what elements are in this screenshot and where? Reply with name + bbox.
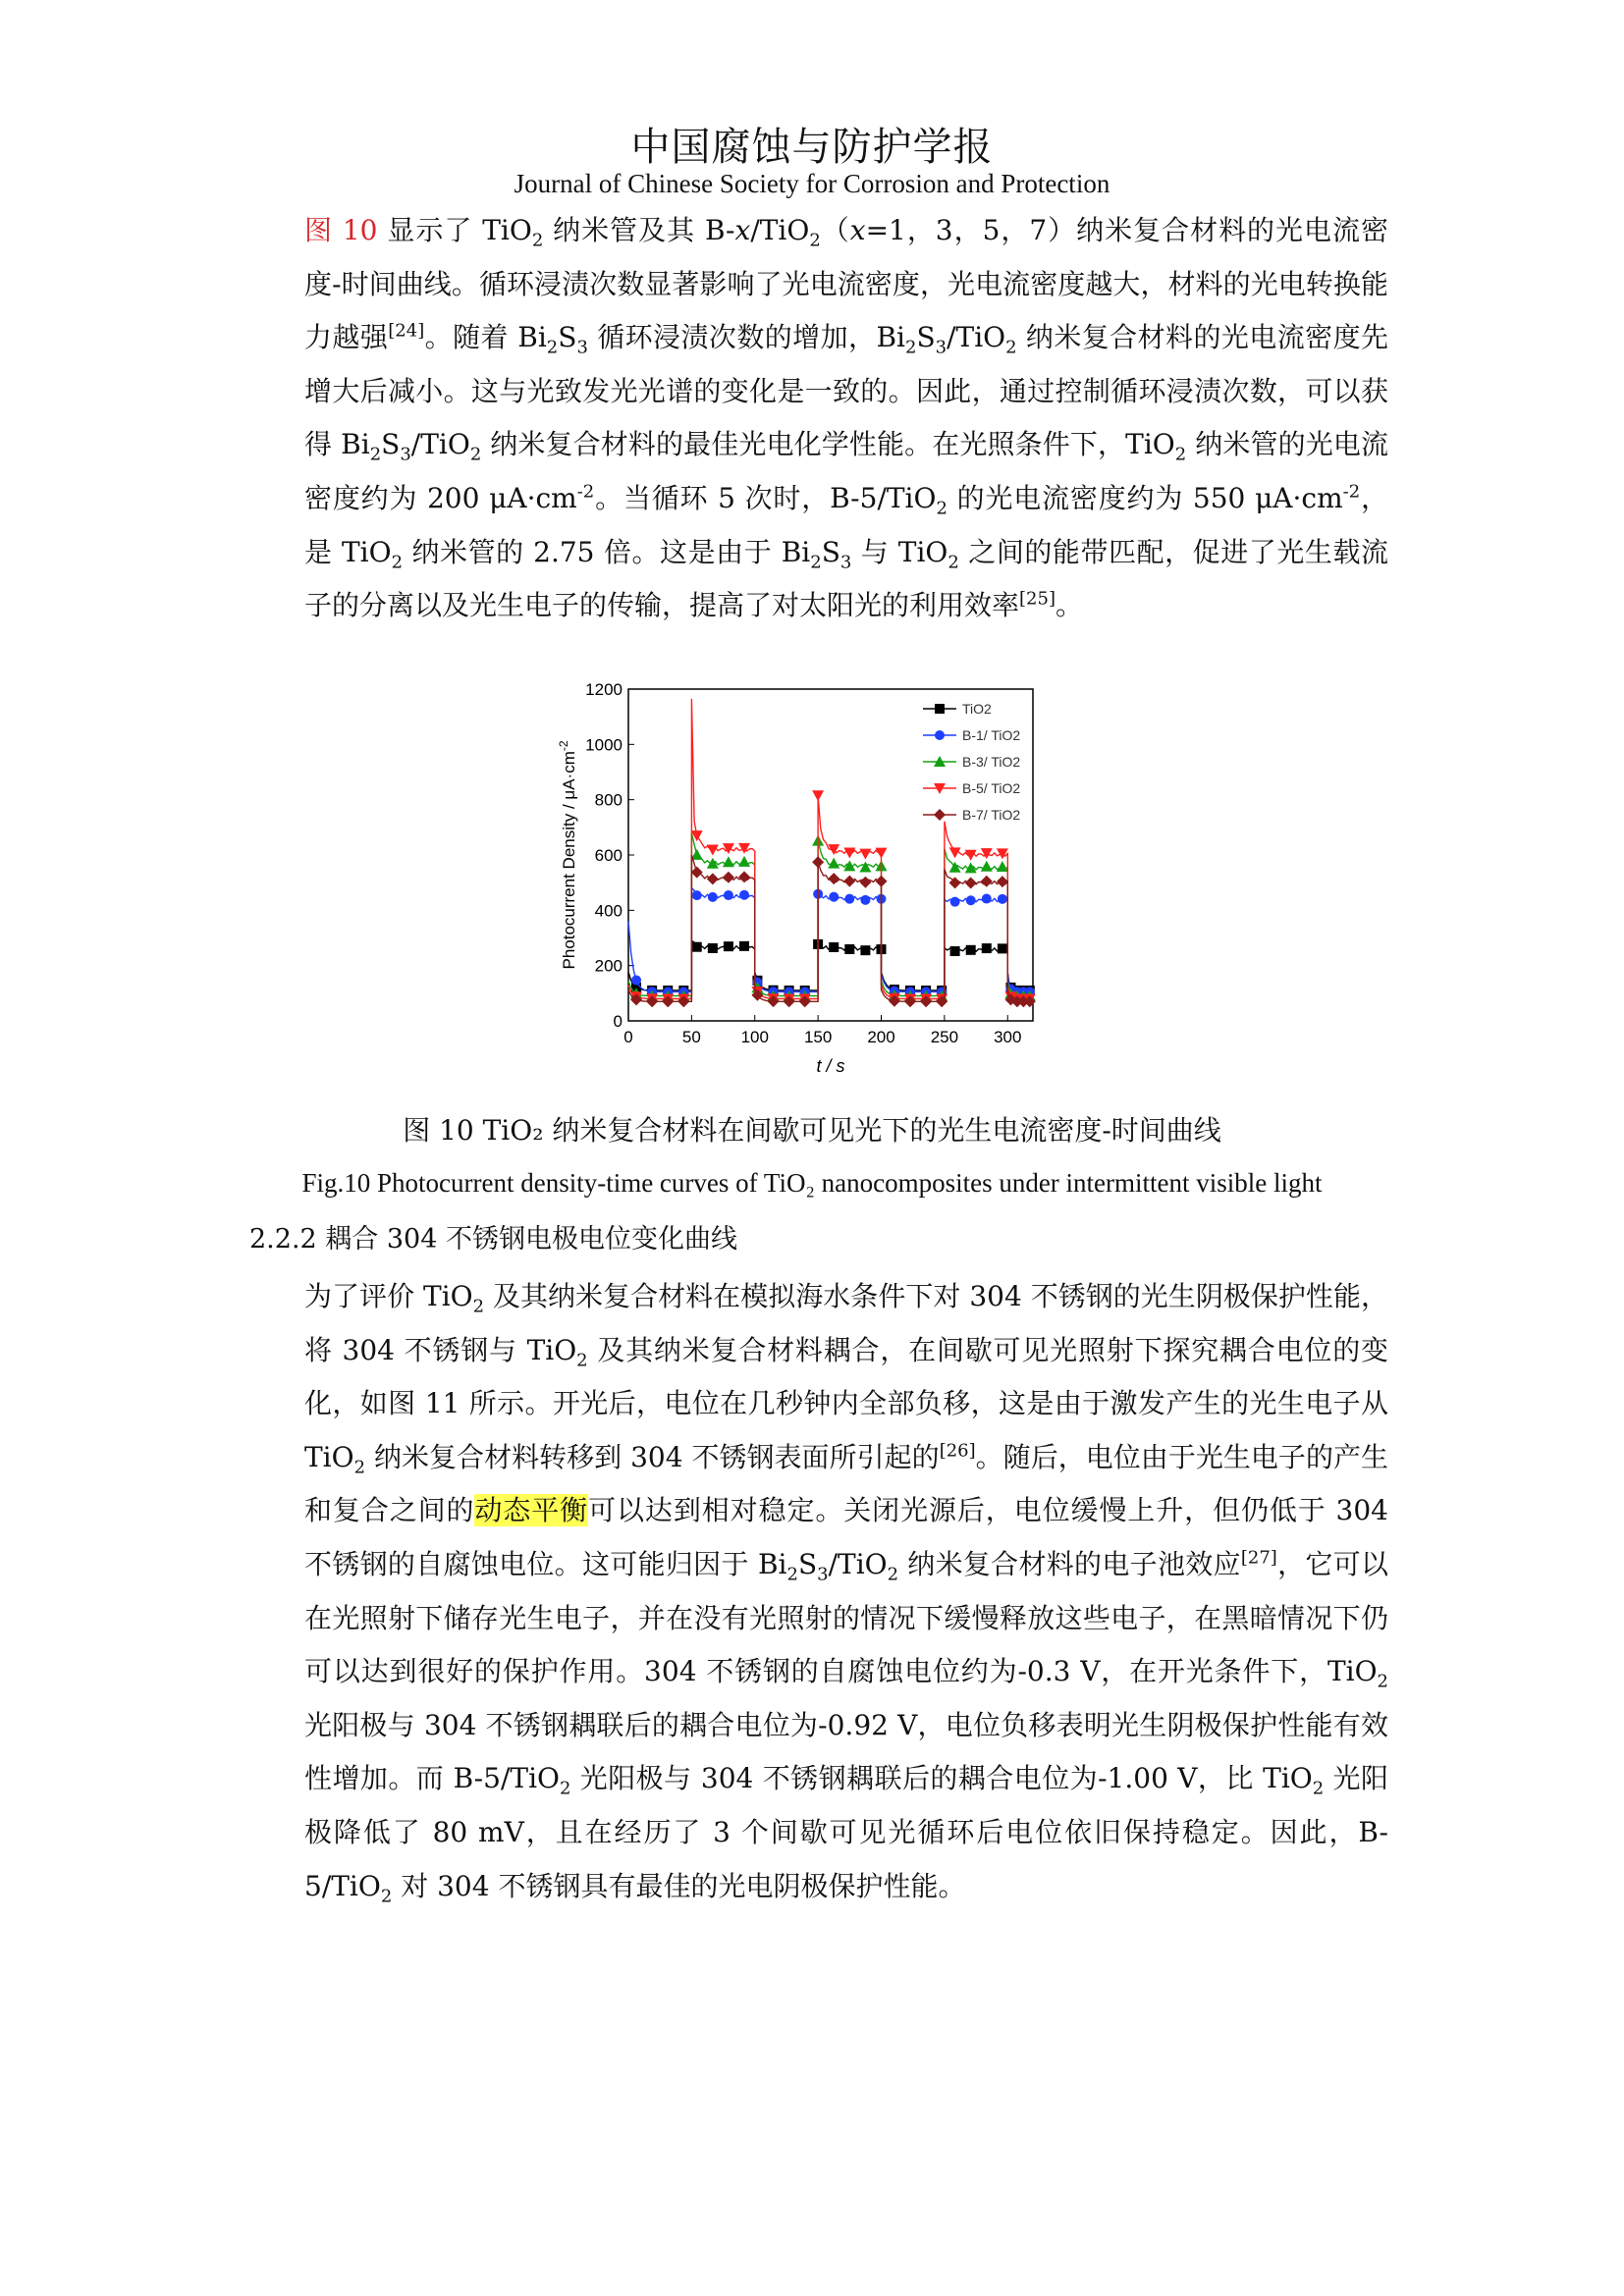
data-point [812, 856, 824, 868]
data-point [998, 943, 1007, 953]
data-point [859, 849, 871, 860]
data-point [981, 876, 993, 887]
data-point [723, 856, 734, 867]
data-point [843, 876, 855, 887]
data-point [829, 942, 839, 952]
y-tick-label: 1200 [585, 680, 623, 699]
data-point [981, 861, 993, 872]
data-point [784, 995, 795, 1007]
data-point [646, 995, 658, 1007]
data-point [860, 895, 870, 905]
figure-reference[interactable]: 图 10 [304, 214, 378, 246]
data-point [998, 894, 1007, 904]
data-point [723, 872, 734, 883]
data-point [844, 944, 854, 954]
data-point [768, 995, 780, 1007]
data-point [981, 848, 993, 859]
data-point [950, 946, 960, 956]
data-point [966, 895, 976, 905]
data-point [738, 856, 750, 867]
x-axis-label: t / s [816, 1056, 845, 1076]
y-tick-label: 400 [594, 901, 623, 921]
journal-title-cn: 中国腐蚀与防护学报 [630, 125, 994, 170]
data-point [739, 941, 749, 951]
data-point [692, 890, 702, 900]
data-point [631, 976, 641, 986]
data-point [982, 894, 992, 904]
legend-label: B-5/ TiO2 [962, 780, 1021, 796]
paragraph-fig10-discussion: 图 10 显示了 TiO$_2$ 纳米管及其 B-x/TiO$_2$（x=1，3，5，7）纳米复合材料的光电流密度-时间曲线。循环浸渍次数显著影响了光电流密度，光电流密度越大，材料的光电转换能力越强[24]。随着 $Bi_2S_3$ 循环浸渍次数的增加，$Bi_2S_3/TiO_2$ 纳米复合材料的光电流密度先增大后减小。这与光致发光光谱的变化是一致的。因此，通过控制循环浸渍次数，可以获得 $Bi_2S_3/TiO_2$ 纳米复合材料的最佳光电化学性能。在光照条件下，TiO$_2$ 纳米管的光电流密度约为 200 $\mu A\cdot cm^{-2}$。当循环 5 次时，B-5/TiO$_2$ 的光电流密度约为 550 $\mu A\cdot cm^{-2}$，是 TiO$_2$ 纳米管的 2.75 倍。这是由于 $Bi_2S_3$ 与 TiO$_2$ 之间的能带匹配，促进了光生载流子的分离以及光生电子的传输，提高了对太阳光的利用效率[25]。 [304, 214, 1388, 622]
data-point [860, 945, 870, 955]
data-point [738, 843, 750, 854]
data-point [692, 942, 702, 952]
y-axis-label: Photocurrent Density / $\mu A\cdot cm^{-2}$ [557, 740, 578, 970]
data-point [828, 858, 839, 869]
citation-24[interactable]: [24] [388, 320, 425, 342]
photocurrent-chart [550, 679, 1060, 1092]
data-point [859, 877, 871, 888]
legend-label: TiO2 [962, 701, 992, 717]
y-tick-label: 0 [613, 1012, 623, 1031]
x-tick-label: 50 [681, 1028, 701, 1046]
highlighted-text: 动态平衡 [474, 1494, 589, 1527]
data-point [904, 995, 916, 1007]
data-point [738, 871, 750, 882]
data-point [662, 995, 674, 1007]
data-point [966, 945, 976, 955]
x-tick-label: 200 [867, 1028, 895, 1046]
x-tick-label: 300 [994, 1028, 1022, 1046]
x-tick-label: 0 [623, 1028, 633, 1046]
section-heading: 2.2.2 耦合 304 不锈钢电极电位变化曲线 [249, 1224, 737, 1255]
data-point [691, 867, 703, 879]
data-point [876, 848, 888, 859]
data-point [812, 790, 824, 801]
data-point [829, 892, 839, 902]
y-tick-label: 1000 [585, 735, 623, 755]
data-point [708, 892, 718, 902]
citation-25[interactable]: [25] [1019, 588, 1056, 610]
data-point [950, 897, 960, 907]
journal-title-en: Journal of Chinese Society for Corrosion and Protection [514, 169, 1110, 198]
data-point [677, 995, 689, 1007]
x-tick-label: 250 [930, 1028, 959, 1046]
data-point [982, 943, 992, 953]
citation-27[interactable]: [27] [1240, 1547, 1277, 1569]
legend-label: B-1/ TiO2 [962, 727, 1021, 743]
data-point [920, 995, 932, 1007]
data-point [935, 730, 945, 740]
data-point [828, 873, 839, 884]
figure-caption-en: Fig.10 Photocurrent density-time curves of TiO₂ nanocomposites under intermittent visible light [301, 1168, 1323, 1198]
data-point [707, 873, 719, 884]
figure-caption-cn: 图 10 TiO₂ 纳米复合材料在间歇可见光下的光生电流密度-时间曲线 [403, 1114, 1221, 1147]
legend-label: B-7/ TiO2 [962, 807, 1021, 823]
data-point [935, 704, 945, 714]
data-point [844, 894, 854, 904]
data-point [724, 890, 733, 900]
data-point [724, 941, 733, 951]
data-point [965, 877, 977, 888]
y-tick-label: 200 [594, 956, 623, 976]
data-point [859, 862, 871, 873]
data-point [799, 995, 811, 1007]
data-point [739, 890, 749, 900]
x-tick-label: 100 [740, 1028, 769, 1046]
legend-label: B-3/ TiO2 [962, 754, 1021, 770]
x-tick-label: 150 [803, 1028, 833, 1046]
citation-26[interactable]: [26] [939, 1440, 976, 1462]
data-point [934, 809, 946, 821]
paragraph-coupled-potential: 为了评价 TiO$_2$ 及其纳米复合材料在模拟海水条件下对 304 不锈钢的光生阴极保护性能，将 304 不锈钢与 TiO$_2$ 及其纳米复合材料耦合，在间歇可见光照射下探究耦合电位的变化，如图 11 所示。开光后，电位在几秒钟内全部负移，这是由于激发产生的光生电子从 TiO$_2$ 纳米复合材料转移到 304 不锈钢表面所引起的[26]。随后，电位由于光生电子的产生和复合之间的动态平衡可以达到相对稳定。关闭光源后，电位缓慢上升，但仍低于 304 不锈钢的自腐蚀电位。这可能归因于 $Bi_2S_3/TiO_2$ 纳米复合材料的电子池效应[27]，它可以在光照射下储存光生电子，并在没有光照射的情况下缓慢释放这些电子，在黑暗情况下仍可以达到很好的保护作用。304 不锈钢的自腐蚀电位约为-0.3 V，在开光条件下，TiO$_2$ 光阳极与 304 不锈钢耦联后的耦合电位为-0.92 V，电位负移表明光生阴极保护性能有效性增加。而 B-5/TiO$_2$ 光阳极与 304 不锈钢耦联后的耦合电位为-1.00 V，比 TiO$_2$ 光阳极降低了 80 mV，且在经历了 3 个间歇可见光循环后电位依旧保持稳定。因此，B-5/TiO$_2$ 对 304 不锈钢具有最佳的光电阴极保护性能。 [304, 1280, 1389, 1907]
data-point [936, 995, 947, 1007]
y-tick-label: 800 [594, 790, 623, 810]
data-point [876, 876, 888, 887]
data-point [997, 861, 1008, 872]
data-point [708, 943, 718, 953]
y-tick-label: 600 [594, 846, 623, 865]
data-point [997, 876, 1008, 887]
